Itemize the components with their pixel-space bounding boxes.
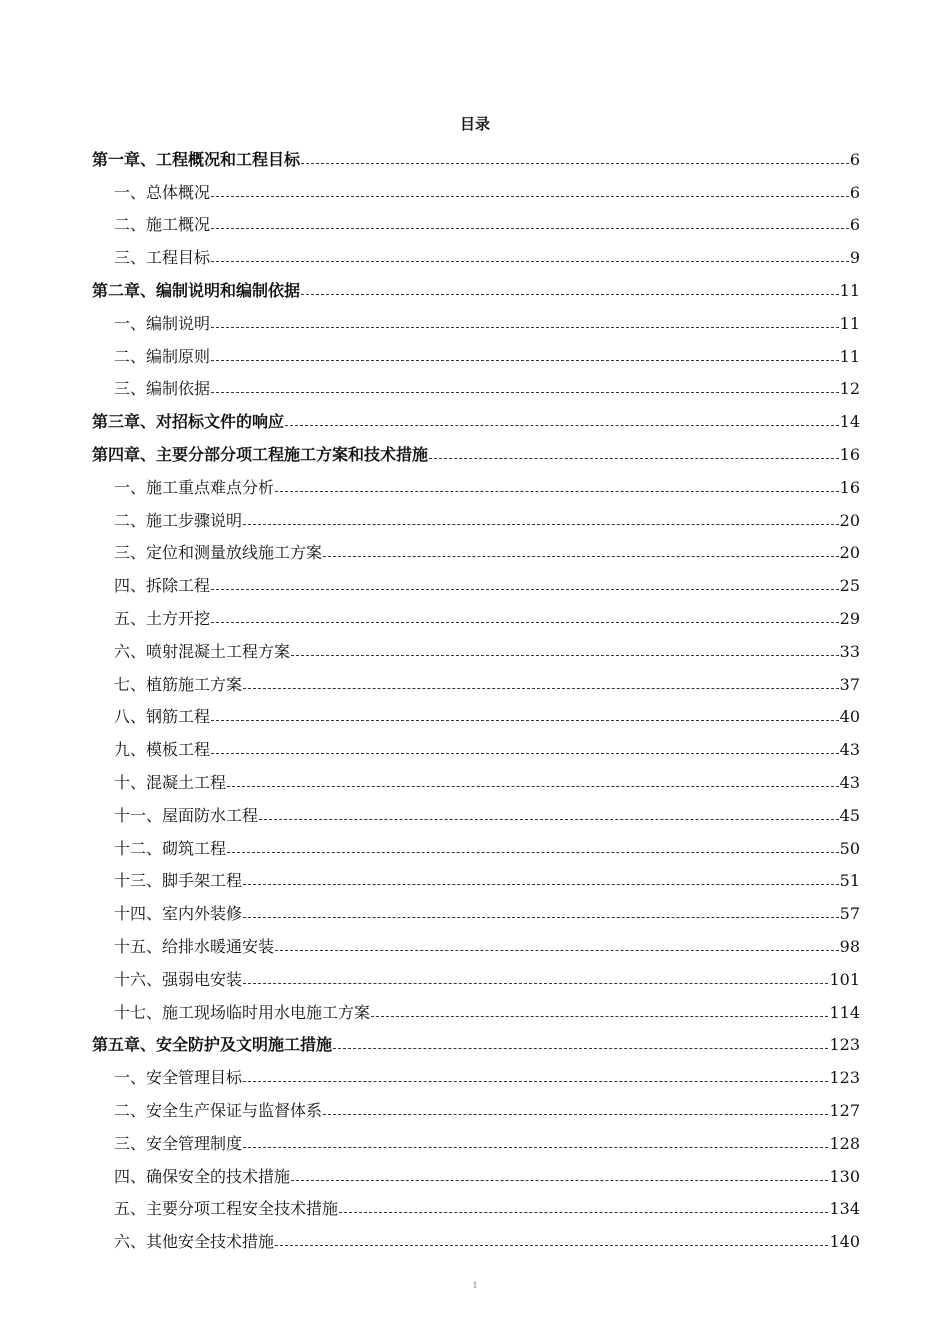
toc-entry-page: 114 bbox=[829, 1002, 860, 1022]
toc-entry-label: 十一、屋面防水工程 bbox=[114, 805, 259, 825]
toc-section-entry[interactable] bbox=[92, 1219, 860, 1252]
toc-section-entry[interactable] bbox=[92, 695, 860, 728]
toc-dot-leader bbox=[211, 753, 839, 754]
toc-entry-label: 六、喷射混凝土工程方案 bbox=[114, 641, 291, 661]
toc-dot-leader bbox=[211, 589, 839, 590]
toc-dot-leader bbox=[275, 950, 839, 951]
toc-entry-page: 20 bbox=[839, 543, 860, 563]
toc-entry-page: 6 bbox=[849, 182, 860, 202]
toc-entry-page: 11 bbox=[839, 346, 860, 366]
toc-chapter-entry[interactable] bbox=[92, 399, 860, 432]
toc-entry-page: 14 bbox=[839, 412, 860, 432]
toc-entry-page: 43 bbox=[839, 772, 860, 792]
toc-entry-label: 五、主要分项工程安全技术措施 bbox=[114, 1199, 339, 1219]
toc-entry-page: 16 bbox=[839, 444, 860, 464]
toc-dot-leader bbox=[339, 1212, 828, 1213]
toc-entry-page: 98 bbox=[839, 936, 860, 956]
toc-entry-page: 37 bbox=[839, 674, 860, 694]
toc-dot-leader bbox=[243, 1147, 828, 1148]
toc-dot-leader bbox=[275, 1245, 828, 1246]
toc-entry-page: 9 bbox=[849, 248, 860, 268]
toc-section-entry[interactable] bbox=[92, 498, 860, 531]
toc-entry-page: 123 bbox=[829, 1035, 860, 1055]
toc-section-entry[interactable] bbox=[92, 596, 860, 629]
toc-entry-label: 第四章、主要分部分项工程施工方案和技术措施 bbox=[92, 444, 429, 464]
toc-entry-label: 九、模板工程 bbox=[114, 740, 211, 760]
toc-section-entry[interactable] bbox=[92, 727, 860, 760]
toc-entry-label: 一、安全管理目标 bbox=[114, 1068, 243, 1088]
toc-section-entry[interactable] bbox=[92, 629, 860, 662]
toc-entry-label: 十七、施工现场临时用水电施工方案 bbox=[114, 1002, 371, 1022]
toc-entry-label: 一、施工重点难点分析 bbox=[114, 477, 275, 497]
toc-section-entry[interactable] bbox=[92, 891, 860, 924]
toc-entry-page: 140 bbox=[829, 1232, 860, 1252]
toc-entry-label: 三、编制依据 bbox=[114, 379, 211, 399]
toc-entry-label: 第一章、工程概况和工程目标 bbox=[92, 149, 301, 169]
toc-dot-leader bbox=[323, 1114, 828, 1115]
toc-chapter-entry[interactable] bbox=[92, 137, 860, 170]
toc-chapter-entry[interactable] bbox=[92, 432, 860, 465]
toc-dot-leader bbox=[211, 392, 839, 393]
toc-entry-page: 128 bbox=[829, 1133, 860, 1153]
toc-dot-leader bbox=[211, 228, 849, 229]
toc-dot-leader bbox=[333, 1048, 828, 1049]
toc-dot-leader bbox=[227, 786, 839, 787]
toc-entry-label: 十五、给排水暖通安装 bbox=[114, 936, 275, 956]
page-number: 1 bbox=[472, 1281, 478, 1290]
toc-title: 目录 bbox=[459, 115, 490, 133]
toc-dot-leader bbox=[243, 524, 839, 525]
toc-dot-leader bbox=[243, 688, 839, 689]
toc-entry-label: 一、编制说明 bbox=[114, 313, 211, 333]
toc-entry-page: 130 bbox=[829, 1166, 860, 1186]
toc-dot-leader bbox=[291, 655, 839, 656]
toc-entry-page: 45 bbox=[839, 805, 860, 825]
toc-entry-page: 101 bbox=[829, 969, 860, 989]
toc-section-entry[interactable] bbox=[92, 367, 860, 400]
toc-entry-label: 二、编制原则 bbox=[114, 346, 211, 366]
toc-section-entry[interactable] bbox=[92, 793, 860, 826]
toc-entry-page: 134 bbox=[829, 1199, 860, 1219]
toc-chapter-entry[interactable] bbox=[92, 1023, 860, 1056]
toc-entry-page: 57 bbox=[839, 904, 860, 924]
toc-dot-leader bbox=[243, 1081, 828, 1082]
toc-section-entry[interactable] bbox=[92, 760, 860, 793]
toc-dot-leader bbox=[211, 196, 849, 197]
toc-section-entry[interactable] bbox=[92, 859, 860, 892]
toc-section-entry[interactable] bbox=[92, 563, 860, 596]
toc-dot-leader bbox=[371, 1016, 828, 1017]
toc-dot-leader bbox=[259, 819, 839, 820]
toc-dot-leader bbox=[243, 884, 839, 885]
toc-dot-leader bbox=[211, 360, 839, 361]
toc-dot-leader bbox=[211, 622, 839, 623]
toc-entry-label: 十、混凝土工程 bbox=[114, 772, 227, 792]
toc-entry-label: 二、施工概况 bbox=[114, 215, 211, 235]
toc-entry-page: 51 bbox=[839, 871, 860, 891]
toc-entry-label: 一、总体概况 bbox=[114, 182, 211, 202]
toc-entry-page: 6 bbox=[849, 215, 860, 235]
toc-dot-leader bbox=[275, 491, 839, 492]
toc-entry-label: 七、植筋施工方案 bbox=[114, 674, 243, 694]
toc-entry-page: 11 bbox=[839, 313, 860, 333]
toc-dot-leader bbox=[243, 983, 828, 984]
toc-dot-leader bbox=[285, 425, 839, 426]
toc-entry-label: 三、安全管理制度 bbox=[114, 1133, 243, 1153]
toc-entry-label: 十二、砌筑工程 bbox=[114, 838, 227, 858]
toc-section-entry[interactable] bbox=[92, 1055, 860, 1088]
toc-entry-label: 二、安全生产保证与监督体系 bbox=[114, 1100, 323, 1120]
toc-section-entry[interactable] bbox=[92, 1187, 860, 1220]
toc-section-entry[interactable] bbox=[92, 235, 860, 268]
toc-section-entry[interactable] bbox=[92, 1088, 860, 1121]
toc-entry-page: 50 bbox=[839, 838, 860, 858]
toc-section-entry[interactable] bbox=[92, 334, 860, 367]
toc-section-entry[interactable] bbox=[92, 990, 860, 1023]
toc-dot-leader bbox=[211, 720, 839, 721]
toc-entry-page: 12 bbox=[839, 379, 860, 399]
toc-section-entry[interactable] bbox=[92, 662, 860, 695]
toc-entry-label: 四、拆除工程 bbox=[114, 576, 211, 596]
toc-section-entry[interactable] bbox=[92, 957, 860, 990]
toc-entry-label: 六、其他安全技术措施 bbox=[114, 1232, 275, 1252]
toc-entry-page: 33 bbox=[839, 641, 860, 661]
toc-entry-page: 40 bbox=[839, 707, 860, 727]
toc-entry-label: 十四、室内外装修 bbox=[114, 904, 243, 924]
toc-entry-page: 123 bbox=[829, 1068, 860, 1088]
toc-section-entry[interactable] bbox=[92, 465, 860, 498]
toc-section-entry[interactable] bbox=[92, 826, 860, 859]
toc-entry-label: 八、钢筋工程 bbox=[114, 707, 211, 727]
toc-entry-page: 6 bbox=[849, 149, 860, 169]
toc-entry-label: 三、定位和测量放线施工方案 bbox=[114, 543, 323, 563]
toc-entry-page: 29 bbox=[839, 608, 860, 628]
toc-section-entry[interactable] bbox=[92, 1121, 860, 1154]
toc-section-entry[interactable] bbox=[92, 203, 860, 236]
toc-section-entry[interactable] bbox=[92, 301, 860, 334]
toc-entry-label: 第五章、安全防护及文明施工措施 bbox=[92, 1035, 333, 1055]
toc-dot-leader bbox=[301, 294, 839, 295]
toc-dot-leader bbox=[301, 163, 849, 164]
toc-entry-label: 三、工程目标 bbox=[114, 248, 211, 268]
toc-entry-page: 25 bbox=[839, 576, 860, 596]
toc-entry-label: 五、土方开挖 bbox=[114, 608, 211, 628]
toc-entry-page: 43 bbox=[839, 740, 860, 760]
toc-entry-label: 四、确保安全的技术措施 bbox=[114, 1166, 291, 1186]
toc-section-entry[interactable] bbox=[92, 531, 860, 564]
toc-entry-page: 16 bbox=[839, 477, 860, 497]
toc-dot-leader bbox=[227, 852, 839, 853]
toc-entry-label: 第二章、编制说明和编制依据 bbox=[92, 280, 301, 300]
toc-section-entry[interactable] bbox=[92, 924, 860, 957]
toc-entry-page: 127 bbox=[829, 1100, 860, 1120]
toc-entry-page: 20 bbox=[839, 510, 860, 530]
toc-dot-leader bbox=[291, 1180, 828, 1181]
toc-entry-label: 二、施工步骤说明 bbox=[114, 510, 243, 530]
toc-dot-leader bbox=[211, 261, 849, 262]
toc-entry-label: 十六、强弱电安装 bbox=[114, 969, 243, 989]
toc-dot-leader bbox=[211, 327, 839, 328]
toc-dot-leader bbox=[429, 458, 839, 459]
toc-section-entry[interactable] bbox=[92, 170, 860, 203]
toc-entry-page: 11 bbox=[839, 280, 860, 300]
toc-dot-leader bbox=[243, 917, 839, 918]
toc-entry-label: 十三、脚手架工程 bbox=[114, 871, 243, 891]
toc-entry-label: 第三章、对招标文件的响应 bbox=[92, 412, 285, 432]
toc-section-entry[interactable] bbox=[92, 1154, 860, 1187]
toc-dot-leader bbox=[323, 556, 839, 557]
toc-list bbox=[92, 137, 860, 1252]
toc-chapter-entry[interactable] bbox=[92, 268, 860, 301]
